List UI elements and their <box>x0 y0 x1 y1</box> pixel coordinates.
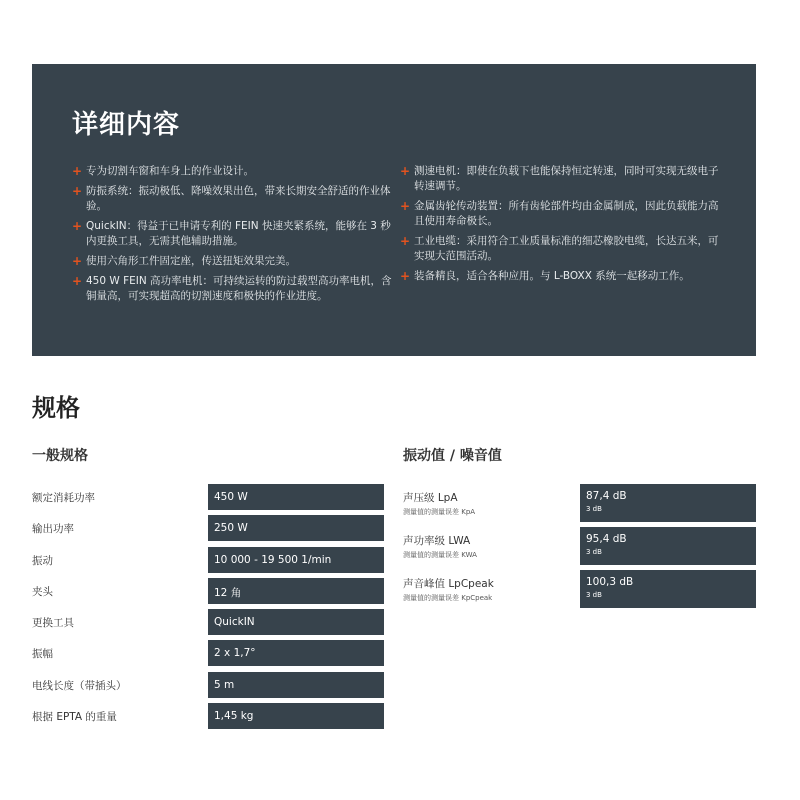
spec-value: 12 角 <box>208 578 384 604</box>
general-specs-table <box>32 484 384 734</box>
noise-row <box>403 527 756 565</box>
spec-row <box>32 672 384 698</box>
feature-text: 测速电机：即使在负载下也能保持恒定转速，同时可实现无级电子转速调节。 <box>414 165 719 192</box>
feature-text: QuickIN：得益于已申请专利的 FEIN 快速夹紧系统，能够在 3 秒内更换工具，无需其他辅助措施。 <box>86 220 391 247</box>
feature-list-right <box>400 164 720 289</box>
noise-value-box <box>580 484 756 522</box>
noise-label: 声音峰值 LpCpeak <box>403 578 494 590</box>
spec-row <box>32 547 384 573</box>
noise-value: 100,3 dB <box>586 576 634 588</box>
spec-label: 更换工具 <box>32 617 74 630</box>
noise-value: 87,4 dB <box>586 490 627 502</box>
plus-icon: + <box>72 184 83 198</box>
feature-item <box>400 164 720 194</box>
feature-item <box>72 164 392 179</box>
spec-row <box>32 609 384 635</box>
spec-value: QuickIN <box>208 609 384 635</box>
feature-item <box>400 269 720 284</box>
noise-values-table <box>403 484 756 613</box>
noise-uncertainty: 3 dB <box>586 548 602 556</box>
feature-text: 专为切割车窗和车身上的作业设计。 <box>86 165 254 177</box>
plus-icon: + <box>400 234 411 248</box>
plus-icon: + <box>72 164 83 178</box>
feature-item <box>400 199 720 229</box>
plus-icon: + <box>400 269 411 283</box>
noise-sub-label: 测量值的测量误差 KpCpeak <box>403 594 493 602</box>
feature-item <box>72 274 392 304</box>
noise-uncertainty: 3 dB <box>586 505 602 513</box>
spec-label: 夹头 <box>32 585 53 598</box>
spec-value: 250 W <box>208 515 384 541</box>
noise-label: 声功率级 LWA <box>403 535 471 547</box>
spec-value: 5 m <box>208 672 384 698</box>
spec-row <box>32 484 384 510</box>
spec-value: 2 x 1,7° <box>208 640 384 666</box>
spec-label: 额定消耗功率 <box>32 492 95 504</box>
feature-text: 防振系统：振动极低、降噪效果出色，带来长期安全舒适的作业体验。 <box>86 185 391 212</box>
noise-sub-label: 测量值的测量误差 KWA <box>403 551 477 559</box>
spec-value: 10 000 - 19 500 1/min <box>208 547 384 573</box>
noise-row <box>403 484 756 522</box>
noise-values-title: 振动值 / 噪音值 <box>403 448 502 464</box>
plus-icon: + <box>400 164 411 178</box>
noise-value: 95,4 dB <box>586 533 627 545</box>
feature-text: 装备精良，适合各种应用。与 L-BOXX 系统一起移动工作。 <box>414 270 690 282</box>
noise-uncertainty: 3 dB <box>586 591 602 599</box>
detail-panel <box>32 64 756 356</box>
spec-label: 振幅 <box>32 648 53 661</box>
spec-label: 振动 <box>32 554 53 567</box>
spec-value: 450 W <box>208 484 384 510</box>
plus-icon: + <box>72 219 83 233</box>
spec-row <box>32 640 384 666</box>
detail-title: 详细内容 <box>72 110 181 140</box>
feature-item <box>400 234 720 264</box>
plus-icon: + <box>400 199 411 213</box>
feature-text: 工业电缆：采用符合工业质量标准的细芯橡胶电缆，长达五米，可实现大范围活动。 <box>414 235 719 262</box>
spec-value: 1,45 kg <box>208 703 384 729</box>
feature-item <box>72 184 392 214</box>
general-specs-title: 一般规格 <box>32 448 88 464</box>
spec-label: 输出功率 <box>32 523 74 536</box>
feature-text: 使用六角形工件固定座，传送扭矩效果完美。 <box>86 255 296 267</box>
spec-label: 电线长度（带插头） <box>32 679 127 692</box>
noise-row <box>403 570 756 608</box>
spec-label: 根据 EPTA 的重量 <box>32 711 117 724</box>
plus-icon: + <box>72 274 83 288</box>
feature-list-left <box>72 164 392 309</box>
feature-text: 450 W FEIN 高功率电机：可持续运转的防过载型高功率电机，含铜量高，可实现超高的切割速度和极快的作业进度。 <box>86 275 392 302</box>
feature-item <box>72 219 392 249</box>
spec-row <box>32 703 384 729</box>
specs-title: 规格 <box>32 394 80 422</box>
plus-icon: + <box>72 254 83 268</box>
spec-row <box>32 578 384 604</box>
noise-value-box <box>580 527 756 565</box>
feature-item <box>72 254 392 269</box>
noise-sub-label: 测量值的测量误差 KpA <box>403 508 476 516</box>
noise-value-box <box>580 570 756 608</box>
noise-label: 声压级 LpA <box>403 492 458 504</box>
spec-row <box>32 515 384 541</box>
feature-text: 金属齿轮传动装置：所有齿轮部件均由金属制成，因此负载能力高且使用寿命极长。 <box>414 200 719 227</box>
